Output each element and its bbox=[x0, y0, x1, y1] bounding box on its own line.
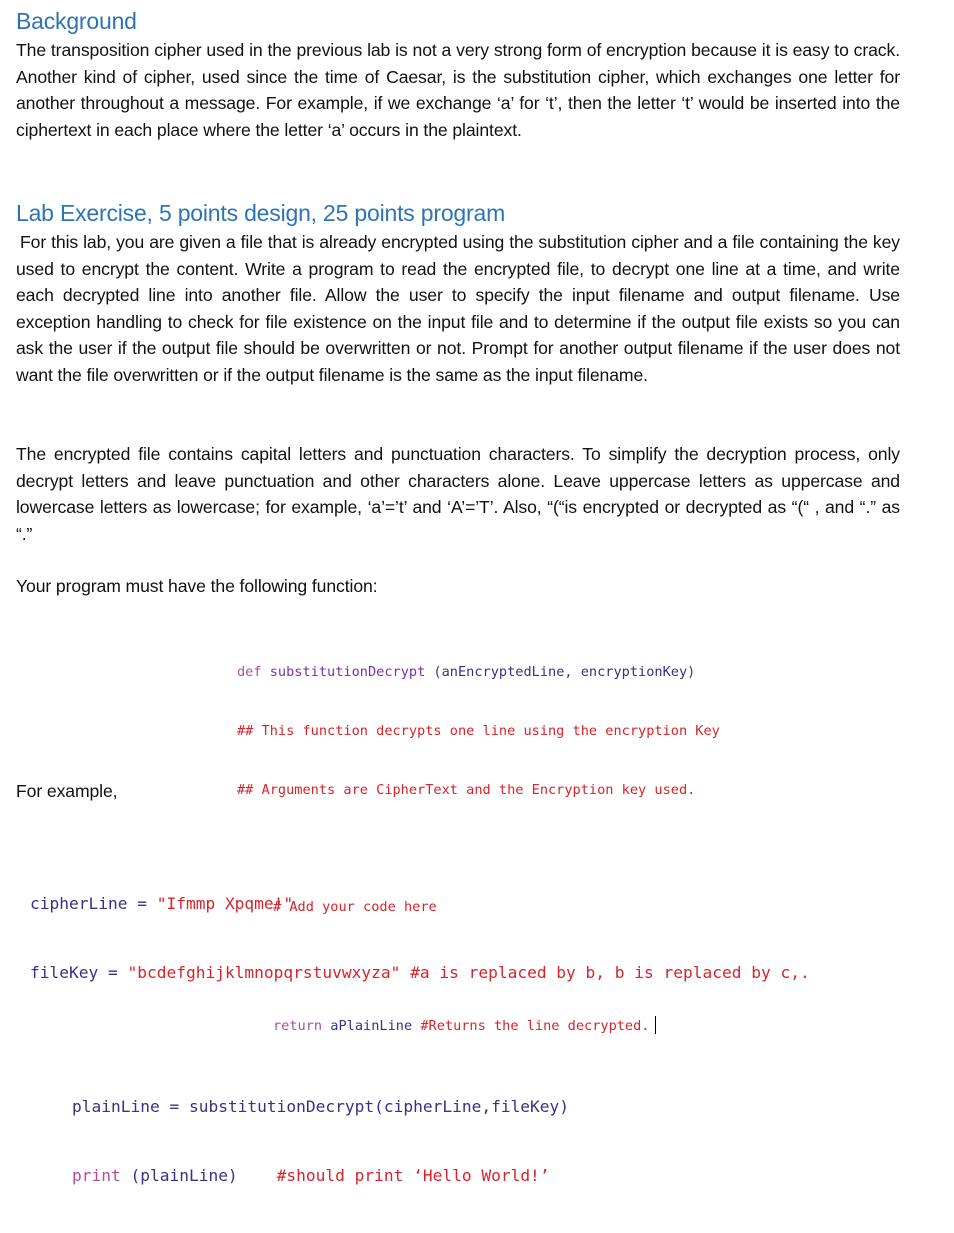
lab-exercise-heading: Lab Exercise, 5 points design, 25 points program bbox=[16, 200, 506, 226]
code-return-line: return aPlainLine #Returns the line decrypted. bbox=[237, 1016, 720, 1036]
background-paragraph: The transposition cipher used in the previous lab is not a very strong form of encryption because it is easy to crack. Another kind of cipher, used since the time of Caesar, is the substitution cipher, which exchanges one letter for another throughout a message. For example, if we exchange ‘a’ for ‘t’, then the letter ‘t’ would be inserted into the ciphertext in each place where the letter ‘a’ occurs in the plaintext. bbox=[16, 40, 900, 140]
code-comment-line: ## This function decrypts one line using the encryption Key bbox=[237, 722, 720, 739]
example-label: For example, bbox=[16, 781, 118, 801]
code-filekey-line: fileKey = "bcdefghijklmnopqrstuvwxyza" #a is replaced by b, b is replaced by c,. bbox=[30, 963, 810, 982]
background-heading: Background bbox=[16, 8, 137, 34]
lab-paragraph-function-intro: Your program must have the following function: bbox=[16, 576, 378, 596]
code-plainline-line: plainLine = substitutionDecrypt(cipherLine,fileKey) bbox=[72, 1097, 570, 1116]
lab-paragraph-instructions: For this lab, you are given a file that is already encrypted using the substitution cipher and a file containing the key used to encrypt the content. Write a program to read the encrypted file, to decrypt one line at a time, and write each decrypted line into another file. Allow the user to specify the input filename and output filename. Use exception handling to check for file existence on the input file and to determine if the output file exists so you can ask the user if the output file should be overwritten or not. Prompt for another output filename if the user does not want the file overwritten or if the output filename is the same as the input filename. bbox=[16, 232, 900, 385]
code-comment-line: # Add your code here bbox=[273, 899, 437, 916]
code-cipherline-line: cipherLine = "Ifmmp Xpqme!" bbox=[30, 894, 294, 913]
code-def-line: def substitutionDecrypt (anEncryptedLine, encryptionKey) bbox=[237, 664, 696, 681]
lab-paragraph-encrypted-file: The encrypted file contains capital letters and punctuation characters. To simplify the decryption process, only decrypt letters and leave punctuation and other characters alone. Leave uppercase letters as uppercase and lowercase letters as lowercase; for example, ‘a’=’t’ and ‘A’=’T’. Also, “(“is encrypted or decrypted as “(“ , and “.” as “.” bbox=[16, 444, 900, 544]
code-comment-line: ## Arguments are CipherText and the Encryption key used. bbox=[237, 781, 696, 798]
code-print-line: print (plainLine) #should print ‘Hello World!’ bbox=[72, 1166, 550, 1185]
example-code-block bbox=[30, 846, 810, 1233]
